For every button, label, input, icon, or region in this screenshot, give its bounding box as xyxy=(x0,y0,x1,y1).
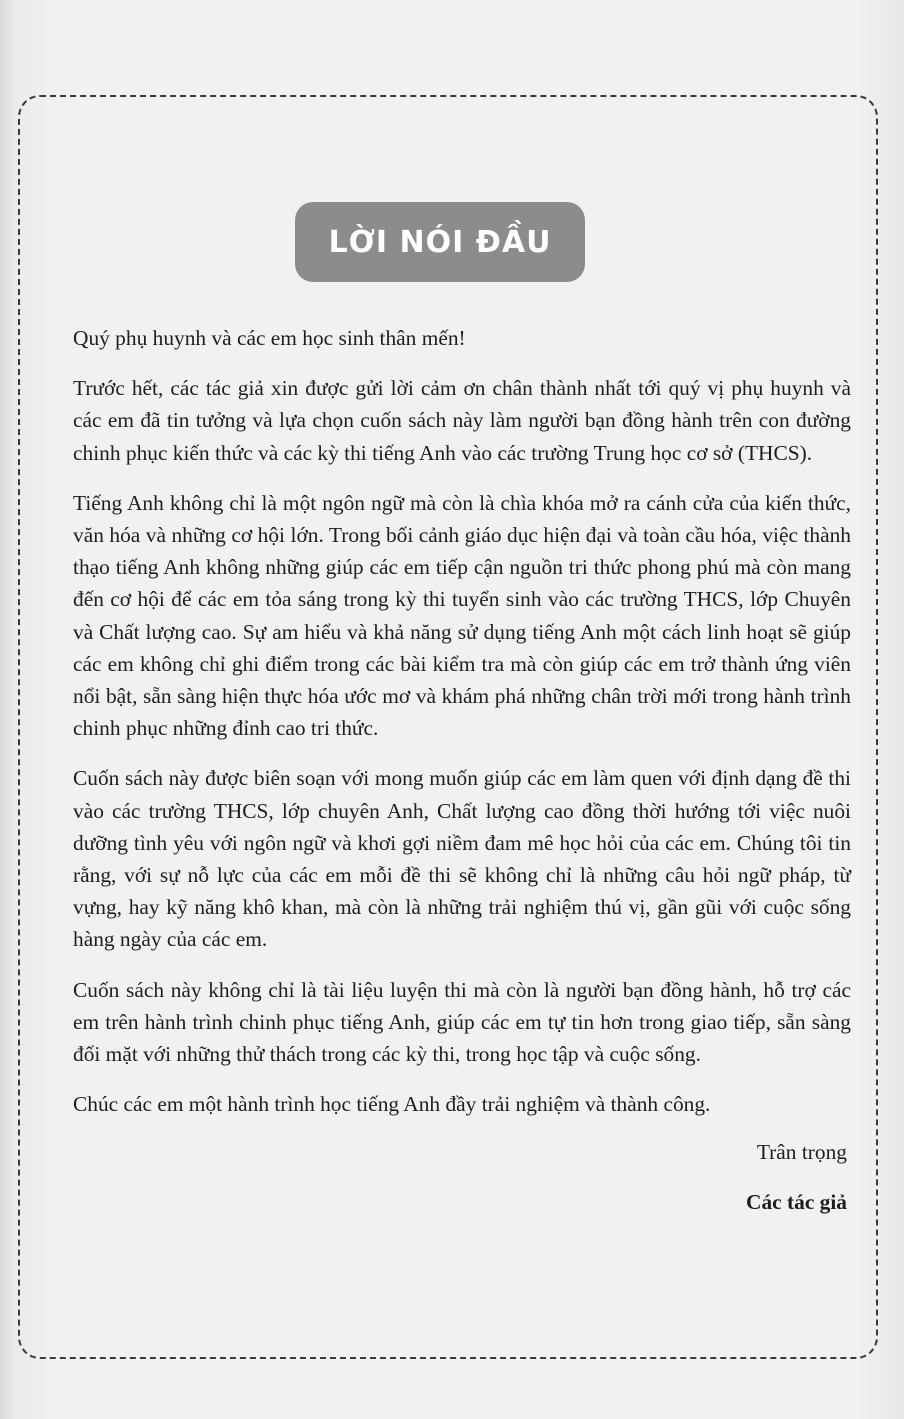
paragraph-importance: Tiếng Anh không chỉ là một ngôn ngữ mà còn là chìa khóa mở ra cánh cửa của kiến thức, văn hóa và những cơ hội lớn. Trong bối cảnh giáo dục hiện đại và toàn cầu hóa, việc thành thạo tiếng Anh không những giúp các em tiếp cận nguồn tri thức phong phú mà còn mang đến cơ hội để các em tỏa sáng trong kỳ thi tuyển sinh vào các trường THCS, lớp Chuyên và Chất lượng cao. Sự am hiểu và khả năng sử dụng tiếng Anh một cách linh hoạt sẽ giúp các em không chỉ ghi điểm trong các bài kiểm tra mà còn giúp các em trở thành ứng viên nổi bật, sẵn sàng hiện thực hóa ước mơ và khám phá những chân trời mới trong hành trình chinh phục những đỉnh cao tri thức. xyxy=(73,490,851,741)
paragraph-companion: Cuốn sách này không chỉ là tài liệu luyện thi mà còn là người bạn đồng hành, hỗ trợ các em trên hành trình chinh phục tiếng Anh, giúp các em tự tin hơn trong giao tiếp, sẵn sàng đối mặt với những thử thách trong các kỳ thi, trong học tập và cuộc sống. xyxy=(73,977,851,1067)
paragraph-thanks: Trước hết, các tác giả xin được gửi lời cảm ơn chân thành nhất tới quý vị phụ huynh và các em đã tin tưởng và lựa chọn cuốn sách này làm người bạn đồng hành trên con đường chinh phục kiến thức và các kỳ thi tiếng Anh vào các trường Trung học cơ sở (THCS). xyxy=(73,376,851,465)
closing-authors: Các tác giả xyxy=(746,1190,847,1215)
closing-block xyxy=(73,1136,847,1218)
paragraph-purpose: Cuốn sách này được biên soạn với mong muốn giúp các em làm quen với định dạng đề thi vào các trường THCS, lớp chuyên Anh, Chất lượng cao đồng thời hướng tới việc nuôi dưỡng tình yêu với ngôn ngữ và khơi gợi niềm đam mê học hỏi của các em. Chúng tôi tin rằng, với sự nỗ lực của các em mỗi đề thi sẽ không chỉ là những câu hỏi ngữ pháp, từ vựng, hay kỹ năng khô khan, mà còn là những trải nghiệm thú vị, gần gũi với cuộc sống hàng ngày của các em. xyxy=(73,766,851,952)
closing-regards: Trân trọng xyxy=(756,1140,847,1165)
preface-body xyxy=(73,322,851,1218)
paragraph-wishes: Chúc các em một hành trình học tiếng Anh đầy trải nghiệm và thành công. xyxy=(73,1092,711,1117)
salutation: Quý phụ huynh và các em học sinh thân mến! xyxy=(73,326,466,350)
page-title: LỜI NÓI ĐẦU xyxy=(328,224,552,260)
title-banner xyxy=(295,202,585,282)
